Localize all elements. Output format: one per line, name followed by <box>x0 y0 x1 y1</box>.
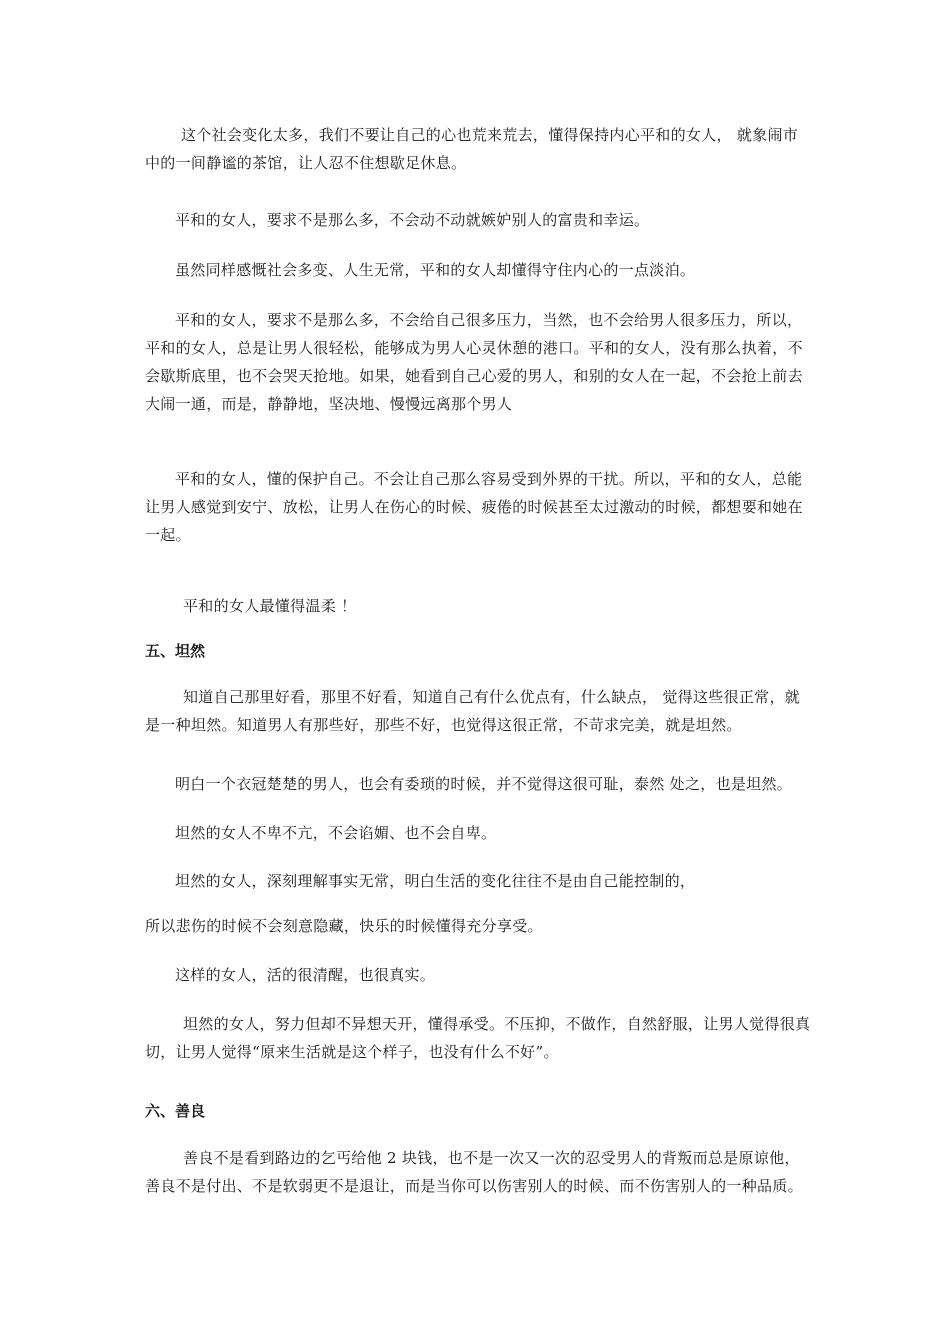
paragraph-text: 坦然的女人，努力但却不异想天开，懂得承受。不压抑，不做作，自然舒服，让男人觉得很真切，让男人觉得“原来生活就是这个样子，也没有什么不好”。 <box>145 1015 811 1061</box>
paragraph-text: 坦然的女人不卑不亢，不会谄媚、也不会自卑。 <box>175 824 497 842</box>
section-heading-5: 五、坦然 <box>145 642 206 660</box>
paragraph <box>145 306 811 418</box>
section-heading-6: 六、善良 <box>145 1102 206 1120</box>
paragraph <box>145 592 811 620</box>
paragraph <box>145 465 811 549</box>
paragraph <box>145 683 811 739</box>
paragraph <box>145 256 811 284</box>
paragraph <box>145 819 811 847</box>
paragraph-text: 平和的女人，要求不是那么多，不会动不动就嫉妒别人的富贵和幸运。 <box>175 211 650 229</box>
paragraph-text: 所以悲伤的时候不会刻意隐藏，快乐的时候懂得充分享受。 <box>145 917 543 935</box>
paragraph <box>145 1010 811 1066</box>
paragraph-text: 善良不是看到路边的乞丐给他 2 块钱，也不是一次又一次的忍受男人的背叛而总是原谅他，善良不是付出、不是软弱更不是退让，而是当你可以伤害别人的时候、而不伤害别人的一种品质。 <box>145 1149 803 1195</box>
paragraph-text: 平和的女人最懂得温柔 ！ <box>183 597 357 615</box>
paragraph-text: 明白一个衣冠楚楚的男人，也会有委琐的时候，并不觉得这很可耻，泰然 处之，也是坦然。 <box>175 775 793 793</box>
paragraph <box>145 121 811 177</box>
paragraph-text: 知道自己那里好看，那里不好看，知道自己有什么优点有，什么缺点， 觉得这些很正常，就是一种坦然。知道男人有那些好，那些不好，也觉得这很正常，不苛求完美，就是坦然。 <box>145 688 801 734</box>
paragraph-text: 平和的女人，懂的保护自己。不会让自己那么容易受到外界的干扰。所以，平和的女人，总能让男人感觉到安宁、放松，让男人在伤心的时候、疲倦的时候甚至太过激动的时候，都想要和她在一起。 <box>145 470 803 544</box>
paragraph <box>145 867 811 895</box>
paragraph <box>145 912 811 940</box>
paragraph-text: 坦然的女人，深刻理解事实无常，明白生活的变化往往不是由自己能控制的， <box>175 872 696 890</box>
paragraph <box>145 1144 811 1200</box>
paragraph-text: 平和的女人，要求不是那么多，不会给自己很多压力，当然，也不会给男人很多压力，所以，平和的女人，总是让男人很轻松，能够成为男人心灵休憩的港口。平和的女人，没有那么执着，不会歇斯底里，也不会哭天抢地。如果，她看到自己心爱的男人，和别的女人在一起，不会抢上前去大闹一通，而是，静静地，坚决地、慢慢远离那个男人 <box>145 311 803 413</box>
paragraph <box>145 770 811 798</box>
paragraph <box>145 206 811 234</box>
paragraph-text: 这样的女人，活的很清醒，也很真实。 <box>175 966 436 984</box>
paragraph <box>145 961 811 989</box>
paragraph-text: 虽然同样感慨社会多变、人生无常，平和的女人却懂得守住内心的一点淡泊。 <box>175 261 696 279</box>
paragraph-text: 这个社会变化太多，我们不要让自己的心也荒来荒去，懂得保持内心平和的女人， 就象闹市中的一间静谧的茶馆，让人忍不住想歇足休息。 <box>145 126 799 172</box>
